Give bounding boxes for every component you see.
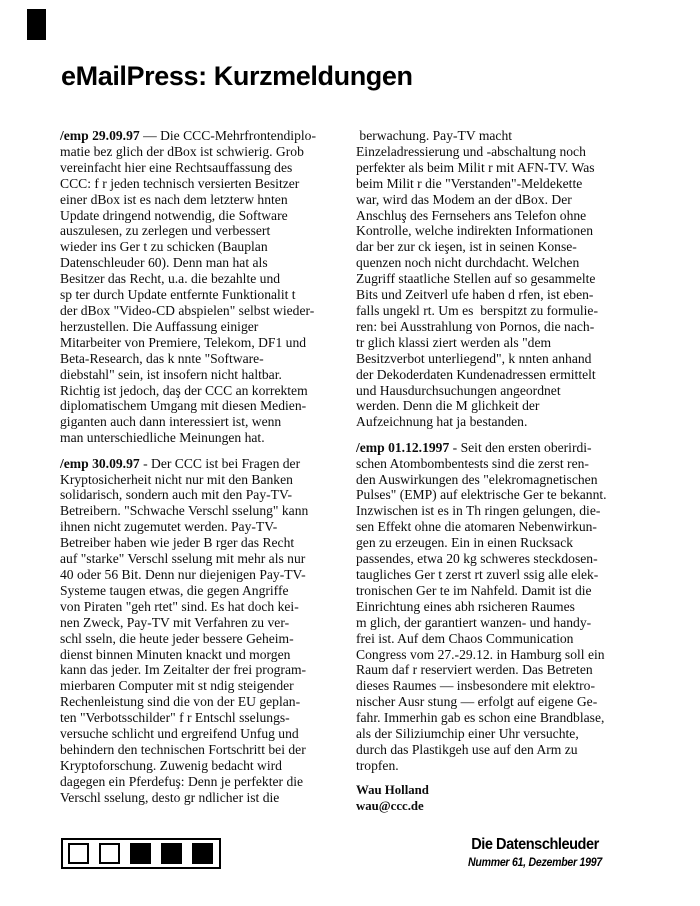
text-line: behindern den technischen Fortschritt bei der bbox=[60, 741, 306, 757]
text-line: dar ber zur ck ieşen, ist in seinen Konse- bbox=[356, 239, 577, 255]
text-line: Richtig ist jedoch, daş der CCC an korrektem bbox=[60, 382, 308, 398]
paragraph bbox=[356, 128, 654, 430]
text-line: Zugriff staatliche Stellen auf so gesammelte bbox=[356, 271, 596, 287]
text-line: matie bez glich der dBox ist schwierig. Grob bbox=[60, 143, 304, 159]
text-line: m glich, der garantiert wanzen- und handy- bbox=[356, 614, 592, 630]
text-line: diebstahl" sein, ist insofern nicht haltbar. bbox=[60, 366, 282, 382]
page-title: eMailPress: Kurzmeldungen bbox=[61, 61, 413, 91]
text-line: ten "Verbotsschilder" f r Entschl sselungs- bbox=[60, 710, 290, 726]
text-line: ren: bei Ausstrahlung von Pornos, die nach- bbox=[356, 318, 595, 334]
text-line: nischer Ausr stung — erfolgt auf eigene Ge- bbox=[356, 694, 598, 710]
text-line: Besitzer das Recht, u.a. die bezahlte und bbox=[60, 271, 281, 287]
text-line: /emp 29.09.97 — Die CCC-Mehrfrontendiplo- bbox=[60, 128, 316, 143]
text-line: Inzwischen ist es in Th ringen gelungen, die- bbox=[356, 503, 601, 519]
text-line: und Hausdurchsuchungen angeordnet bbox=[356, 382, 561, 398]
text-line: tr glich klassi ziert werden als "dem bbox=[356, 334, 552, 350]
text-line: beim Milit r die "Verstanden"-Meldekette bbox=[356, 175, 583, 191]
text-line: schl sseln, die heute jeder bessere Geheim- bbox=[60, 630, 294, 646]
text-line: Verschl sselung, desto gr ndlicher ist die bbox=[60, 789, 280, 805]
marker-square-outline bbox=[99, 843, 120, 864]
text-line: Congress vom 27.-29.12. in Hamburg soll ein bbox=[356, 646, 605, 662]
text-line: taugliches Ger t zerst rt zuverl ssig alle elek- bbox=[356, 566, 599, 582]
paragraph bbox=[60, 128, 344, 446]
corner-crop-mark bbox=[27, 9, 46, 40]
text-line: /emp 30.09.97 - Der CCC ist bei Fragen der bbox=[60, 455, 301, 471]
text-line: der Dekoderdaten Kundenadressen ermittelt bbox=[356, 366, 596, 382]
text-line: dieses Raumes — insbesondere mit elektro- bbox=[356, 678, 595, 694]
text-line: auszulesen, zu zerlegen und verbessert bbox=[60, 223, 271, 239]
signature bbox=[356, 783, 654, 815]
text-line: Datenschleuder 60). Denn man hat als bbox=[60, 255, 268, 271]
marker-square-outline bbox=[68, 843, 89, 864]
text-line: giganten auch dann interessiert ist, wenn bbox=[60, 414, 282, 430]
text-line: einer dBox ist es nach dem letzterw hnten bbox=[60, 191, 288, 207]
text-line: Pulses" (EMP) auf elektrische Ger te bekannt. bbox=[356, 487, 607, 503]
paragraph bbox=[356, 440, 654, 774]
text-line: Aufzeichnung hat ja bestanden. bbox=[356, 414, 528, 430]
text-line: Kontrolle, welche indirekten Informationen bbox=[356, 223, 594, 239]
text-line: herzustellen. Die Auffassung einiger bbox=[60, 318, 259, 334]
text-line: CCC: f r jeden technisch versierten Besitzer bbox=[60, 175, 300, 191]
marker-square-filled bbox=[161, 843, 182, 864]
text-line: auf "starke" Verschl sselung mit mehr als nur bbox=[60, 551, 306, 567]
text-line: mierbaren Computer mit st ndig steigender bbox=[60, 678, 294, 694]
text-line: passendes, etwa 20 kg schweres steckdosen- bbox=[356, 551, 598, 567]
text-line: quenzen noch nicht durchdacht. Welchen bbox=[356, 255, 580, 271]
text-line: werden. Denn die M glichkeit der bbox=[356, 398, 540, 414]
text-line: tropfen. bbox=[356, 757, 399, 773]
text-line: frei ist. Auf dem Chaos Communication bbox=[356, 630, 574, 646]
text-line: Einrichtung eines abh rsicheren Raumes bbox=[356, 598, 575, 614]
text-line: den Auswirkungen des "elekromagnetischen bbox=[356, 471, 598, 487]
text-line: von Piraten "geh rtet" sind. Es hat doch kei- bbox=[60, 598, 299, 614]
text-line: Rechenleistung sind die von der EU geplan- bbox=[60, 694, 301, 710]
text-line: Betreibern. "Schwache Verschl sselung" kann bbox=[60, 503, 309, 519]
text-line: Einzeladressierung und -abschaltung noch bbox=[356, 143, 586, 159]
text-line: berwachung. Pay-TV macht bbox=[356, 128, 513, 143]
text-line: Besitzverbot unterliegend", k nnten anhand bbox=[356, 350, 592, 366]
text-line: Betreiber haben wie jeder B rger das Recht bbox=[60, 535, 295, 551]
marker-square-filled bbox=[192, 843, 213, 864]
text-line: 40 oder 56 Bit. Denn nur diejenigen Pay-TV- bbox=[60, 566, 306, 582]
paragraph bbox=[60, 456, 344, 806]
text-line: Kryptoforschung. Zuwenig bedacht wird bbox=[60, 757, 282, 773]
text-line: Raum daf r reserviert werden. Das Betreten bbox=[356, 662, 593, 678]
text-line: /emp 01.12.1997 - Seit den ersten oberirdi- bbox=[356, 439, 592, 455]
text-line: kann das jeder. Im Zeitalter der frei program- bbox=[60, 662, 307, 678]
left-column bbox=[60, 128, 344, 825]
text-line: sen Effekt ohne die atomaren Nebenwirkun- bbox=[356, 519, 597, 535]
text-line: Wau Holland bbox=[356, 783, 429, 798]
marker-square-filled bbox=[130, 843, 151, 864]
right-column bbox=[356, 128, 654, 825]
text-line: als der Siliziumchip einer Uhr versuchte, bbox=[356, 726, 579, 742]
text-line: Anschluş des Fernsehers ans Telefon ohne bbox=[356, 207, 587, 223]
text-line: diplomatischem Umgang mit diesen Medien- bbox=[60, 398, 307, 414]
text-line: Bits und Zeitverl ufe haben d rfen, ist eben- bbox=[356, 287, 594, 303]
text-line: nen Zweck, Pay-TV mit Verfahren zu ver- bbox=[60, 614, 290, 630]
text-line: man unterschiedliche Meinungen hat. bbox=[60, 430, 265, 446]
text-line: tronischen Ger te im Nahfeld. Damit ist die bbox=[356, 582, 592, 598]
text-line: perfekter als beim Milit r mit AFN-TV. Was bbox=[356, 159, 595, 175]
article-body bbox=[60, 128, 654, 825]
text-line: falls ungekl rt. Um es berspitzt zu formulie- bbox=[356, 302, 598, 318]
text-line: Update dringend notwendig, die Software bbox=[60, 207, 288, 223]
text-line: war, wird das Modem an der dBox. Der bbox=[356, 191, 572, 207]
text-line: Mitarbeiter von Premiere, Telekom, DF1 und bbox=[60, 334, 307, 350]
publication-title: Die Datenschleuder bbox=[471, 836, 599, 853]
text-line: gen zu erzeugen. Ein in einen Rucksack bbox=[356, 535, 574, 551]
text-line: dienst binnen Minuten knackt und morgen bbox=[60, 646, 291, 662]
text-line: sp ter durch Update entfernte Funktionalit t bbox=[60, 287, 296, 303]
footer-imprint bbox=[452, 836, 618, 869]
text-line: wau@ccc.de bbox=[356, 799, 424, 814]
text-line: durch das Plastikgeh use auf den Arm zu bbox=[356, 741, 578, 757]
text-line: ihnen nicht zugemutet werden. Pay-TV- bbox=[60, 519, 278, 535]
text-line: fahr. Immerhin gab es schon eine Brandblase, bbox=[356, 710, 605, 726]
text-line: Kryptosicherheit nicht nur mit den Banken bbox=[60, 471, 293, 487]
issue-marker-squares bbox=[61, 838, 221, 869]
text-line: vereinfacht hier eine Rechtsauffassung des bbox=[60, 159, 293, 175]
text-line: Systeme taugen etwas, die gegen Angriffe bbox=[60, 582, 289, 598]
text-line: dagegen ein Pferdefuş: Denn je perfekter die bbox=[60, 773, 304, 789]
text-line: solidarisch, sondern auch mit den Pay-TV- bbox=[60, 487, 293, 503]
issue-line: Nummer 61, Dezember 1997 bbox=[468, 855, 602, 869]
text-line: Beta-Research, das k nnte "Software- bbox=[60, 350, 264, 366]
text-line: schen Atombombentests sind die zerst ren- bbox=[356, 455, 589, 471]
text-line: wieder ins Ger t zu schicken (Bauplan bbox=[60, 239, 268, 255]
text-line: der dBox "Video-CD abspielen" selbst wieder- bbox=[60, 302, 315, 318]
text-line: versuche schlicht und ergreifend Unfug und bbox=[60, 726, 299, 742]
